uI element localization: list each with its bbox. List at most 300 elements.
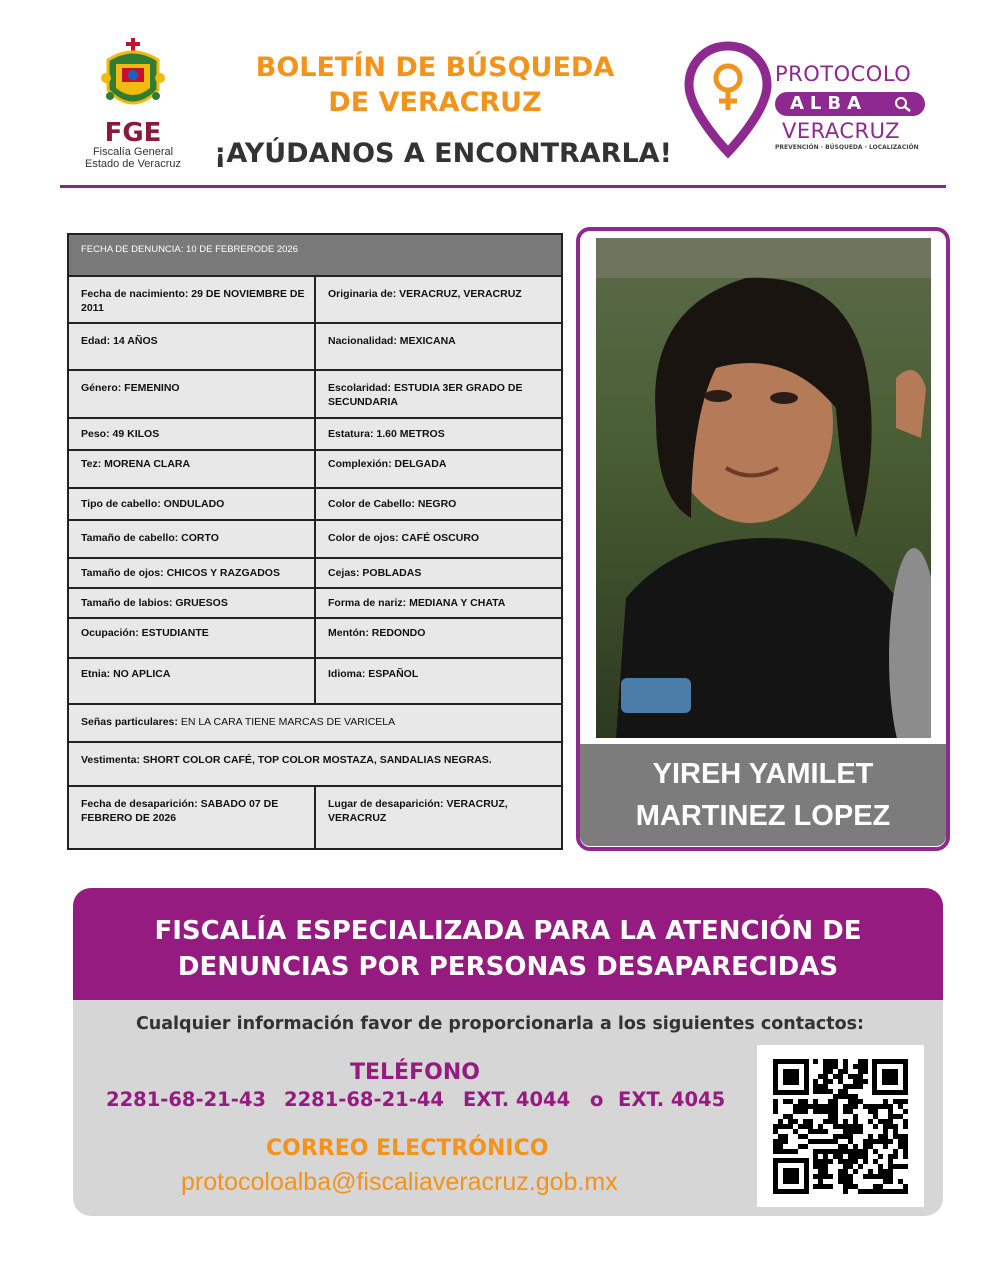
- qr-module: [823, 1139, 828, 1144]
- qr-module: [863, 1174, 868, 1179]
- qr-module: [818, 1139, 823, 1144]
- missing-person-photo: [596, 238, 931, 738]
- qr-module: [873, 1184, 878, 1189]
- qr-module: [828, 1114, 833, 1119]
- weight: Peso: 49 KILOS: [69, 419, 316, 449]
- qr-code-icon: [757, 1045, 924, 1207]
- qr-module: [823, 1104, 828, 1109]
- hair-length: Tamaño de cabello: CORTO: [69, 521, 316, 557]
- qr-module: [878, 1104, 883, 1109]
- qr-module: [853, 1129, 858, 1134]
- qr-module: [813, 1174, 818, 1179]
- nose-shape: Forma de nariz: MEDIANA Y CHATA: [328, 597, 506, 609]
- qr-module: [853, 1169, 858, 1174]
- qr-module: [823, 1059, 828, 1064]
- qr-module: [833, 1059, 838, 1064]
- qr-module: [838, 1174, 843, 1179]
- qr-module: [898, 1164, 903, 1169]
- eyebrows: Cejas: POBLADAS: [328, 567, 422, 579]
- qr-module: [843, 1064, 848, 1069]
- fge-name-line2: Estado de Veracruz: [84, 158, 181, 170]
- ethnicity: Etnia: NO APLICA: [69, 659, 316, 703]
- qr-module: [863, 1159, 868, 1164]
- qr-module: [853, 1064, 858, 1069]
- qr-module: [818, 1164, 823, 1169]
- table-row: [69, 419, 561, 451]
- qr-module: [883, 1104, 888, 1109]
- qr-module: [778, 1134, 783, 1139]
- qr-module: [873, 1104, 878, 1109]
- qr-module: [828, 1099, 833, 1104]
- qr-module: [853, 1104, 858, 1109]
- qr-module: [833, 1104, 838, 1109]
- table-row: [69, 619, 561, 659]
- qr-module: [778, 1119, 783, 1124]
- qr-module: [828, 1174, 833, 1179]
- qr-code[interactable]: [757, 1045, 924, 1207]
- qr-module: [898, 1114, 903, 1119]
- qr-module: [818, 1184, 823, 1189]
- qr-module: [893, 1124, 898, 1129]
- gender: Género: FEMENINO: [69, 371, 316, 417]
- qr-module: [843, 1094, 848, 1099]
- qr-module: [823, 1064, 828, 1069]
- table-row: [69, 451, 561, 489]
- qr-module: [863, 1059, 868, 1064]
- qr-module: [893, 1129, 898, 1134]
- qr-module: [833, 1139, 838, 1144]
- qr-module: [878, 1154, 883, 1159]
- qr-module: [783, 1099, 788, 1104]
- qr-module: [853, 1074, 858, 1079]
- qr-module: [858, 1064, 863, 1069]
- fge-acronym: FGE: [104, 118, 162, 148]
- qr-module: [863, 1139, 868, 1144]
- qr-module: [848, 1129, 853, 1134]
- qr-module: [848, 1084, 853, 1089]
- qr-module: [893, 1189, 898, 1194]
- qr-module: [858, 1129, 863, 1134]
- qr-module: [813, 1099, 818, 1104]
- qr-module: [838, 1144, 843, 1149]
- qr-module: [823, 1089, 828, 1094]
- hair-color: Color de Cabello: NEGRO: [328, 498, 457, 510]
- qr-module: [803, 1104, 808, 1109]
- qr-module: [838, 1074, 843, 1079]
- qr-module: [858, 1059, 863, 1064]
- qr-module: [853, 1119, 858, 1124]
- qr-module: [883, 1124, 888, 1129]
- qr-module: [818, 1074, 823, 1079]
- table-row: [69, 787, 561, 848]
- qr-module: [823, 1159, 828, 1164]
- qr-module: [843, 1069, 848, 1074]
- qr-module: [813, 1184, 818, 1189]
- phone-number-1[interactable]: 2281-68-21-43: [106, 1088, 266, 1111]
- qr-module: [843, 1104, 848, 1109]
- qr-module: [798, 1144, 803, 1149]
- qr-module: [858, 1164, 863, 1169]
- table-row: [69, 489, 561, 521]
- qr-module: [848, 1164, 853, 1169]
- qr-module: [898, 1099, 903, 1104]
- qr-module: [783, 1149, 788, 1154]
- qr-module: [838, 1179, 843, 1184]
- qr-module: [888, 1179, 893, 1184]
- qr-module: [808, 1119, 813, 1124]
- qr-module: [843, 1149, 848, 1154]
- qr-module: [788, 1119, 793, 1124]
- report-date: FECHA DE DENUNCIA: 10 DE FEBRERODE 2026: [81, 244, 298, 255]
- qr-module: [858, 1149, 863, 1154]
- qr-module: [848, 1174, 853, 1179]
- qr-module: [903, 1134, 908, 1139]
- table-row: [69, 521, 561, 559]
- qr-module: [888, 1159, 893, 1164]
- qr-module: [833, 1154, 838, 1159]
- eye-color: Color de ojos: CAFÉ OSCURO: [328, 532, 480, 544]
- qr-module: [848, 1104, 853, 1109]
- qr-module: [838, 1154, 843, 1159]
- qr-module: [773, 1104, 778, 1109]
- qr-module: [898, 1134, 903, 1139]
- qr-module: [848, 1109, 853, 1114]
- qr-module: [863, 1079, 868, 1084]
- qr-module: [798, 1124, 803, 1129]
- birth-date: Fecha de nacimiento: 29 DE NOVIEMBRE DE 2011: [69, 277, 316, 322]
- alba-tagline: PREVENCIÓN · BÚSQUEDA · LOCALIZACIÓN: [775, 144, 919, 151]
- qr-module: [863, 1069, 868, 1074]
- qr-module: [853, 1154, 858, 1159]
- table-row: [69, 705, 561, 743]
- qr-module: [863, 1144, 868, 1149]
- qr-module: [818, 1149, 823, 1154]
- alba-logo-word1: PROTOCOLO: [775, 62, 912, 86]
- qr-module: [803, 1134, 808, 1139]
- qr-module: [848, 1094, 853, 1099]
- table-row: [69, 371, 561, 419]
- qr-module: [848, 1179, 853, 1184]
- qr-module: [838, 1149, 843, 1154]
- qr-module: [853, 1124, 858, 1129]
- qr-module: [843, 1089, 848, 1094]
- personal-data-table: [67, 233, 563, 850]
- qr-module: [893, 1164, 898, 1169]
- qr-module: [903, 1119, 908, 1124]
- qr-module: [833, 1074, 838, 1079]
- distinguishing-marks-value: EN LA CARA TIENE MARCAS DE VARICELA: [180, 716, 396, 728]
- qr-module: [803, 1109, 808, 1114]
- qr-module: [828, 1149, 833, 1154]
- qr-module: [783, 1124, 788, 1129]
- lip-size: Tamaño de labios: GRUESOS: [69, 589, 316, 617]
- qr-module: [813, 1079, 818, 1084]
- qr-module: [858, 1069, 863, 1074]
- qr-module: [838, 1094, 843, 1099]
- qr-module: [858, 1084, 863, 1089]
- qr-module: [863, 1104, 868, 1109]
- qr-module: [833, 1124, 838, 1129]
- qr-module: [818, 1129, 823, 1134]
- qr-module: [858, 1074, 863, 1079]
- qr-module: [843, 1124, 848, 1129]
- chin: Mentón: REDONDO: [328, 627, 426, 639]
- qr-module: [848, 1154, 853, 1159]
- qr-module: [893, 1149, 898, 1154]
- qr-module: [883, 1129, 888, 1134]
- qr-module: [898, 1179, 903, 1184]
- qr-module: [888, 1114, 893, 1119]
- alba-location-pin-icon: [683, 40, 773, 160]
- qr-module: [818, 1174, 823, 1179]
- qr-module: [903, 1124, 908, 1129]
- qr-module: [848, 1149, 853, 1154]
- qr-module: [873, 1109, 878, 1114]
- agency-banner: [73, 888, 943, 1000]
- qr-module: [798, 1109, 803, 1114]
- qr-module: [783, 1134, 788, 1139]
- agency-name-line1: FISCALÍA ESPECIALIZADA PARA LA ATENCIÓN DE: [154, 916, 862, 946]
- qr-module: [878, 1134, 883, 1139]
- qr-module: [898, 1189, 903, 1194]
- qr-module: [883, 1139, 888, 1144]
- qr-module: [793, 1119, 798, 1124]
- qr-module: [793, 1109, 798, 1114]
- contact-intro: Cualquier información favor de proporcionarla a los siguientes contactos:: [135, 1014, 865, 1034]
- qr-module: [838, 1134, 843, 1139]
- qr-module: [808, 1129, 813, 1134]
- qr-module: [813, 1154, 818, 1159]
- qr-module: [803, 1144, 808, 1149]
- qr-module: [873, 1159, 878, 1164]
- qr-module: [853, 1159, 858, 1164]
- qr-module: [823, 1084, 828, 1089]
- qr-module: [853, 1094, 858, 1099]
- clothing: Vestimenta: SHORT COLOR CAFÉ, TOP COLOR MOSTAZA, SANDALIAS NEGRAS.: [81, 754, 492, 766]
- qr-module: [828, 1184, 833, 1189]
- search-icon: [893, 95, 913, 113]
- qr-module: [823, 1079, 828, 1084]
- qr-module: [888, 1154, 893, 1159]
- qr-module: [838, 1159, 843, 1164]
- qr-module: [903, 1139, 908, 1144]
- qr-module: [793, 1104, 798, 1109]
- disappearance-date: Fecha de desaparición: SABADO 07 DE FEBRERO DE 2026: [69, 787, 316, 848]
- qr-module: [873, 1139, 878, 1144]
- table-header-row: [69, 235, 561, 277]
- person-name-line2: MARTINEZ LOPEZ: [635, 800, 891, 832]
- qr-module: [898, 1139, 903, 1144]
- qr-module: [888, 1164, 893, 1169]
- qr-module: [823, 1074, 828, 1079]
- table-row: [69, 559, 561, 589]
- qr-module: [893, 1154, 898, 1159]
- qr-module: [843, 1174, 848, 1179]
- qr-module: [843, 1179, 848, 1184]
- help-title: ¡AYÚDANOS A ENCONTRARLA!: [214, 138, 672, 169]
- qr-module: [828, 1079, 833, 1084]
- qr-module: [813, 1164, 818, 1169]
- email-label: CORREO ELECTRÓNICO: [266, 1136, 549, 1161]
- qr-module: [878, 1174, 883, 1179]
- agency-name-line2: DENUNCIAS POR PERSONAS DESAPARECIDAS: [177, 952, 839, 982]
- qr-module: [898, 1144, 903, 1149]
- qr-module: [853, 1099, 858, 1104]
- qr-module: [818, 1089, 823, 1094]
- qr-module: [838, 1089, 843, 1094]
- qr-module: [828, 1104, 833, 1109]
- qr-module: [773, 1124, 778, 1129]
- qr-module: [848, 1139, 853, 1144]
- qr-module: [843, 1109, 848, 1114]
- qr-module: [863, 1189, 868, 1194]
- qr-module: [788, 1114, 793, 1119]
- qr-module: [783, 1139, 788, 1144]
- origin: Originaria de: VERACRUZ, VERACRUZ: [328, 288, 522, 300]
- qr-module: [883, 1169, 888, 1174]
- qr-module: [883, 1119, 888, 1124]
- qr-module: [893, 1134, 898, 1139]
- qr-module: [848, 1184, 853, 1189]
- qr-module: [773, 1109, 778, 1114]
- qr-module: [858, 1154, 863, 1159]
- qr-module: [843, 1189, 848, 1194]
- qr-module: [883, 1174, 888, 1179]
- qr-module: [833, 1064, 838, 1069]
- fge-name-line1: Fiscalía General: [92, 146, 174, 158]
- qr-module: [838, 1079, 843, 1084]
- build: Complexión: DELGADA: [328, 458, 447, 470]
- qr-module: [773, 1149, 778, 1154]
- qr-module: [883, 1099, 888, 1104]
- qr-module: [833, 1099, 838, 1104]
- qr-module: [843, 1144, 848, 1149]
- qr-module: [873, 1149, 878, 1154]
- qr-module: [818, 1179, 823, 1184]
- email-link[interactable]: protocoloalba@fiscaliaveracruz.gob.mx: [181, 1168, 618, 1196]
- qr-module: [823, 1129, 828, 1134]
- qr-module: [803, 1099, 808, 1104]
- qr-module: [878, 1184, 883, 1189]
- qr-module: [843, 1184, 848, 1189]
- table-row: [69, 589, 561, 619]
- qr-module: [888, 1124, 893, 1129]
- phone-label: TELÉFONO: [350, 1060, 480, 1085]
- complexion-tone: Tez: MORENA CLARA: [69, 451, 316, 487]
- qr-module: [893, 1099, 898, 1104]
- language: Idioma: ESPAÑOL: [328, 668, 419, 680]
- qr-module: [833, 1109, 838, 1114]
- qr-module: [793, 1129, 798, 1134]
- height: Estatura: 1.60 METROS: [328, 428, 445, 440]
- bulletin-title: [200, 50, 670, 120]
- qr-module: [818, 1169, 823, 1174]
- qr-module: [823, 1169, 828, 1174]
- qr-module: [823, 1154, 828, 1159]
- qr-module: [823, 1109, 828, 1114]
- occupation: Ocupación: ESTUDIANTE: [69, 619, 316, 657]
- qr-module: [858, 1099, 863, 1104]
- qr-module: [813, 1149, 818, 1154]
- fge-logo: [78, 38, 188, 173]
- qr-module: [778, 1124, 783, 1129]
- phone-number-2[interactable]: 2281-68-21-44: [284, 1088, 444, 1111]
- qr-module: [903, 1099, 908, 1104]
- alba-logo-word2: ALBA: [790, 93, 868, 114]
- qr-module: [868, 1104, 873, 1109]
- age: Edad: 14 AÑOS: [69, 324, 316, 369]
- qr-module: [778, 1139, 783, 1144]
- qr-module: [803, 1119, 808, 1124]
- qr-module: [823, 1069, 828, 1074]
- qr-module: [773, 1129, 778, 1134]
- qr-module: [883, 1179, 888, 1184]
- qr-module: [823, 1149, 828, 1154]
- qr-module: [828, 1109, 833, 1114]
- qr-module: [828, 1064, 833, 1069]
- qr-module: [838, 1069, 843, 1074]
- qr-module: [803, 1124, 808, 1129]
- qr-module: [833, 1134, 838, 1139]
- table-row: [69, 277, 561, 324]
- qr-module: [833, 1094, 838, 1099]
- qr-module: [793, 1149, 798, 1154]
- qr-module: [903, 1154, 908, 1159]
- qr-module: [858, 1079, 863, 1084]
- qr-module: [863, 1154, 868, 1159]
- qr-module: [868, 1189, 873, 1194]
- qr-module: [843, 1169, 848, 1174]
- qr-module: [848, 1099, 853, 1104]
- qr-module: [903, 1144, 908, 1149]
- qr-module: [903, 1109, 908, 1114]
- qr-module: [843, 1164, 848, 1169]
- qr-module: [823, 1119, 828, 1124]
- qr-module: [823, 1174, 828, 1179]
- qr-module: [838, 1124, 843, 1129]
- qr-module: [888, 1119, 893, 1124]
- qr-module: [818, 1159, 823, 1164]
- qr-module: [868, 1109, 873, 1114]
- bulletin-title-line1: BOLETÍN DE BÚSQUEDA: [255, 52, 615, 83]
- header-divider: [60, 185, 946, 188]
- qr-module: [798, 1104, 803, 1109]
- qr-module: [798, 1099, 803, 1104]
- distinguishing-marks: [69, 705, 561, 741]
- qr-module: [778, 1149, 783, 1154]
- phone-extension-1: EXT. 4044: [463, 1088, 571, 1111]
- qr-module: [888, 1174, 893, 1179]
- qr-module: [813, 1089, 818, 1094]
- qr-module: [848, 1074, 853, 1079]
- schooling: Escolaridad: ESTUDIA 3ER GRADO DE SECUNDARIA: [328, 382, 523, 408]
- qr-module: [853, 1149, 858, 1154]
- hair-type: Tipo de cabello: ONDULADO: [69, 489, 316, 519]
- qr-module: [818, 1109, 823, 1114]
- veracruz-coat-of-arms-icon: [98, 38, 168, 118]
- table-row: [69, 659, 561, 705]
- qr-module: [888, 1139, 893, 1144]
- qr-module: [853, 1079, 858, 1084]
- eye-size: Tamaño de ojos: CHICOS Y RAZGADOS: [69, 559, 316, 587]
- qr-module: [833, 1119, 838, 1124]
- qr-module: [868, 1139, 873, 1144]
- qr-module: [823, 1184, 828, 1189]
- qr-module: [848, 1134, 853, 1139]
- phone-extension-2: EXT. 4045: [618, 1088, 726, 1111]
- qr-module: [818, 1124, 823, 1129]
- qr-module: [833, 1114, 838, 1119]
